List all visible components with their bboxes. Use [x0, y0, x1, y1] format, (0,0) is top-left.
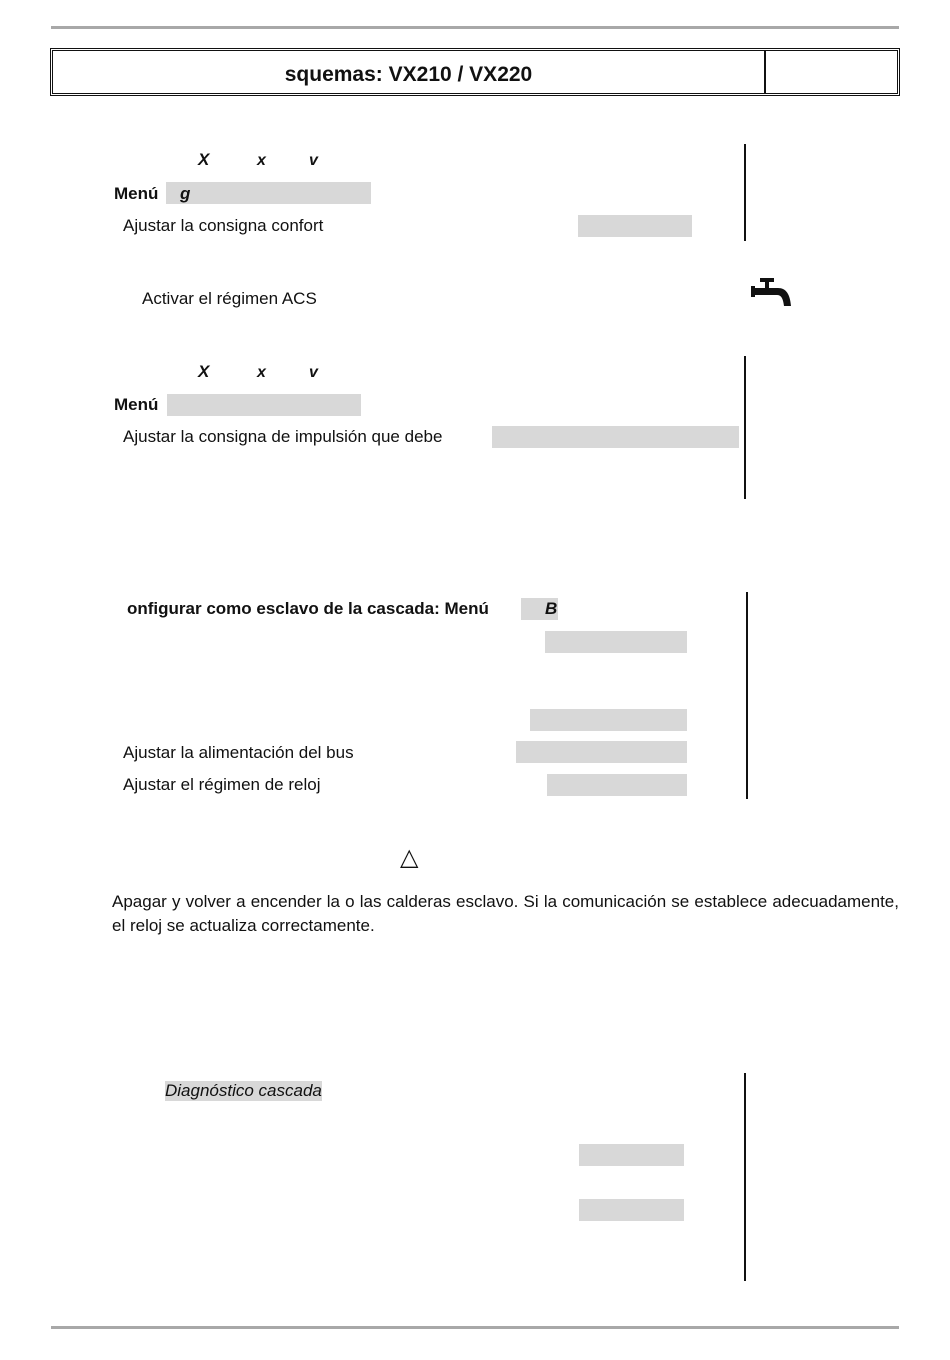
flow-setpoint-label: Ajustar la consigna de impulsión que debe [123, 427, 443, 446]
bus-power-label: Ajustar la alimentación del bus [123, 743, 354, 762]
section3-vertical-rule [746, 592, 748, 799]
value-field [530, 709, 687, 731]
comfort-setpoint-field [578, 215, 692, 237]
symbol-x-upper: X [198, 150, 210, 169]
bottom-rule [51, 1326, 899, 1329]
symbol-v: v [309, 364, 318, 381]
menu-field [167, 394, 361, 416]
value-field [579, 1199, 684, 1221]
cascade-diagnostic-label: Diagnóstico cascada [165, 1081, 322, 1100]
menu-label: Menú [114, 184, 159, 203]
title-divider [764, 51, 766, 93]
menu-code: B [545, 599, 558, 618]
symbol-v: v [309, 152, 318, 169]
value-field [579, 1144, 684, 1166]
cascade-slave-heading: onfigurar como esclavo de la cascada: Menú [127, 599, 489, 618]
warning-triangle-icon: △ [400, 843, 419, 871]
flow-setpoint-field [492, 426, 739, 448]
value-field [545, 631, 687, 653]
top-rule [51, 26, 899, 29]
acs-label: Activar el régimen ACS [142, 289, 317, 308]
bus-power-field [516, 741, 687, 763]
clock-mode-field [547, 774, 687, 796]
symbol-x-upper: X [198, 362, 210, 381]
comfort-setpoint-label: Ajustar la consigna confort [123, 216, 324, 235]
clock-mode-label: Ajustar el régimen de reloj [123, 775, 321, 794]
section1-vertical-rule [744, 144, 746, 241]
menu-label: Menú [114, 395, 159, 414]
page-title: squemas: VX210 / VX220 [284, 63, 533, 86]
section4-vertical-rule [744, 1073, 746, 1281]
title-box [50, 48, 900, 96]
menu-code: g [180, 184, 191, 203]
symbol-x-lower: x [257, 364, 266, 381]
section2-vertical-rule [744, 356, 746, 499]
tap-icon [750, 276, 794, 310]
warning-paragraph: Apagar y volver a encender la o las calderas esclavo. Si la comunicación se establece adecuadamente, el reloj se actualiza correctamente. [112, 892, 899, 935]
symbol-x-lower: x [257, 152, 266, 169]
menu-field [166, 182, 371, 204]
